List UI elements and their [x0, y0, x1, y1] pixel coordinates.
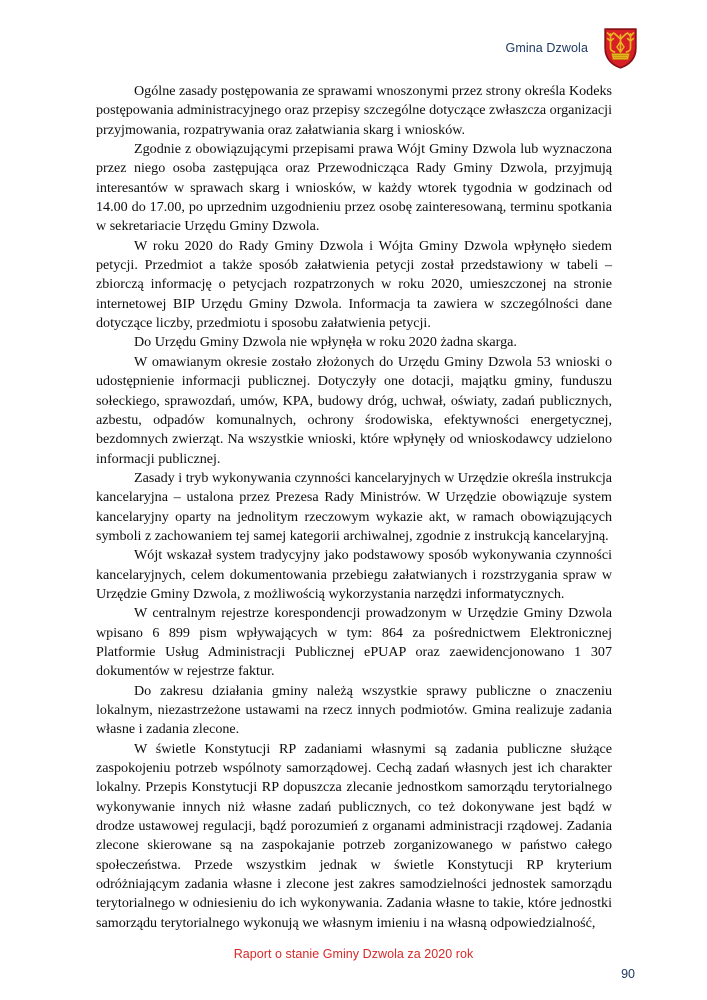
paragraph: W świetle Konstytucji RP zadaniami własnymi są zadania publiczne służące zaspokojeniu potrzeb wspólnoty samorządowej. Cechą zadań własnych jest ich charakter lokalny. Przepis Konstytucji RP dopuszcza zlecanie jednostkom samorządu terytorialnego wykonywanie innych niż własne zadań publicznych, co też dokonywane jest bądź w drodze ustawowej regulacji, bądź porozumień z organami administracji rządowej. Zadania zlecone skierowane są na zaspokajanie potrzeb zorganizowanego w państwo całego społeczeństwa. Przede wszystkim jednak w świetle Konstytucji RP kryterium odróżniającym zadania własne i zlecone jest zakres samodzielności jednostek samorządu terytorialnego w odniesieniu do ich wykonywania. Zadania własne to takie, które jednostki samorządu terytorialnego wykonują we własnym imieniu i na własną odpowiedzialność,: [96, 740, 612, 931]
page-number: 90: [621, 967, 635, 981]
document-body: [96, 82, 612, 933]
footer-caption: Raport o stanie Gminy Dzwola za 2020 rok: [233, 947, 474, 961]
paragraph: Wójt wskazał system tradycyjny jako podstawowy sposób wykonywania czynności kancelaryjnych, celem dokumentowania przebiegu załatwianych i rozstrzygania spraw w Urzędzie Gminy Dzwola, z możliwością wykorzystania narzędzi informatycznych.: [96, 547, 612, 602]
paragraph: Zasady i tryb wykonywania czynności kancelaryjnych w Urzędzie określa instrukcja kancelaryjna – ustalona przez Prezesa Rady Ministrów. W Urzędzie obowiązuje system kancelaryjny oparty na jednolitym rzeczowym wykazie akt, w ramach obowiązujących symboli z zachowaniem tej samej kategorii archiwalnej, zgodnie z instrukcją kancelaryjną.: [96, 469, 612, 544]
paragraph: Zgodnie z obowiązującymi przepisami prawa Wójt Gminy Dzwola lub wyznaczona przez niego osoba zastępująca oraz Przewodnicząca Rady Gminy Dzwola, przyjmują interesantów w sprawach skarg i wniosków, w każdy wtorek tygodnia w godzinach od 14.00 do 17.00, po uprzednim uzgodnieniu przez osobę zainteresowaną, terminu spotkania w sekretariacie Urzędu Gminy Dzwola.: [96, 141, 612, 235]
page-header: [506, 28, 637, 69]
page-footer: [0, 920, 707, 1000]
coat-of-arms-icon: [604, 28, 637, 69]
paragraph: W roku 2020 do Rady Gminy Dzwola i Wójta Gminy Dzwola wpłynęło siedem petycji. Przedmiot a także sposób załatwienia petycji został przedstawiony w tabeli – zbiorczą informację o petycjach rozpatrzonych w roku 2020, umieszczonej na stronie internetowej BIP Urzędu Gminy Dzwola. Informacja ta zawiera w szczególności dane dotyczące liczby, przedmiotu i sposobu załatwienia petycji.: [96, 237, 612, 332]
paragraph: Ogólne zasady postępowania ze sprawami wnoszonymi przez strony określa Kodeks postępowania administracyjnego oraz przepisy szczególne dotyczące zwłaszcza organizacji przyjmowania, rozpatrywania oraz załatwiania skarg i wniosków.: [96, 83, 612, 138]
paragraph: Do Urzędu Gminy Dzwola nie wpłynęła w roku 2020 żadna skarga.: [134, 334, 517, 351]
paragraph: Do zakresu działania gminy należą wszystkie sprawy publiczne o znaczeniu lokalnym, niezastrzeżone ustawami na rzecz innych podmiotów. Gmina realizuje zadania własne i zadania zlecone.: [96, 682, 612, 738]
header-title: Gmina Dzwola: [505, 40, 588, 55]
paragraph: W centralnym rejestrze korespondencji prowadzonym w Urzędzie Gminy Dzwola wpisano 6 899 pism wpływających w tym: 864 za pośrednictwem Elektronicznej Platformie Usług Administracji Publicznej ePUAP oraz zaewidencjonowano 1 307 dokumentów w rejestrze faktur.: [96, 605, 612, 680]
paragraph: W omawianym okresie zostało złożonych do Urzędu Gminy Dzwola 53 wnioski o udostępnienie informacji publicznej. Dotyczyły one dotacji, majątku gminy, funduszu sołeckiego, sprawozdań, umów, KPA, budowy dróg, uchwał, oświaty, zadań publicznych, azbestu, odpadów komunalnych, ochrony środowiska, efektywności energetycznej, bezdomnych zwierząt. Na wszystkie wnioski, które wpłynęły od wnioskodawcy udzielono informacji publicznej.: [96, 353, 612, 467]
